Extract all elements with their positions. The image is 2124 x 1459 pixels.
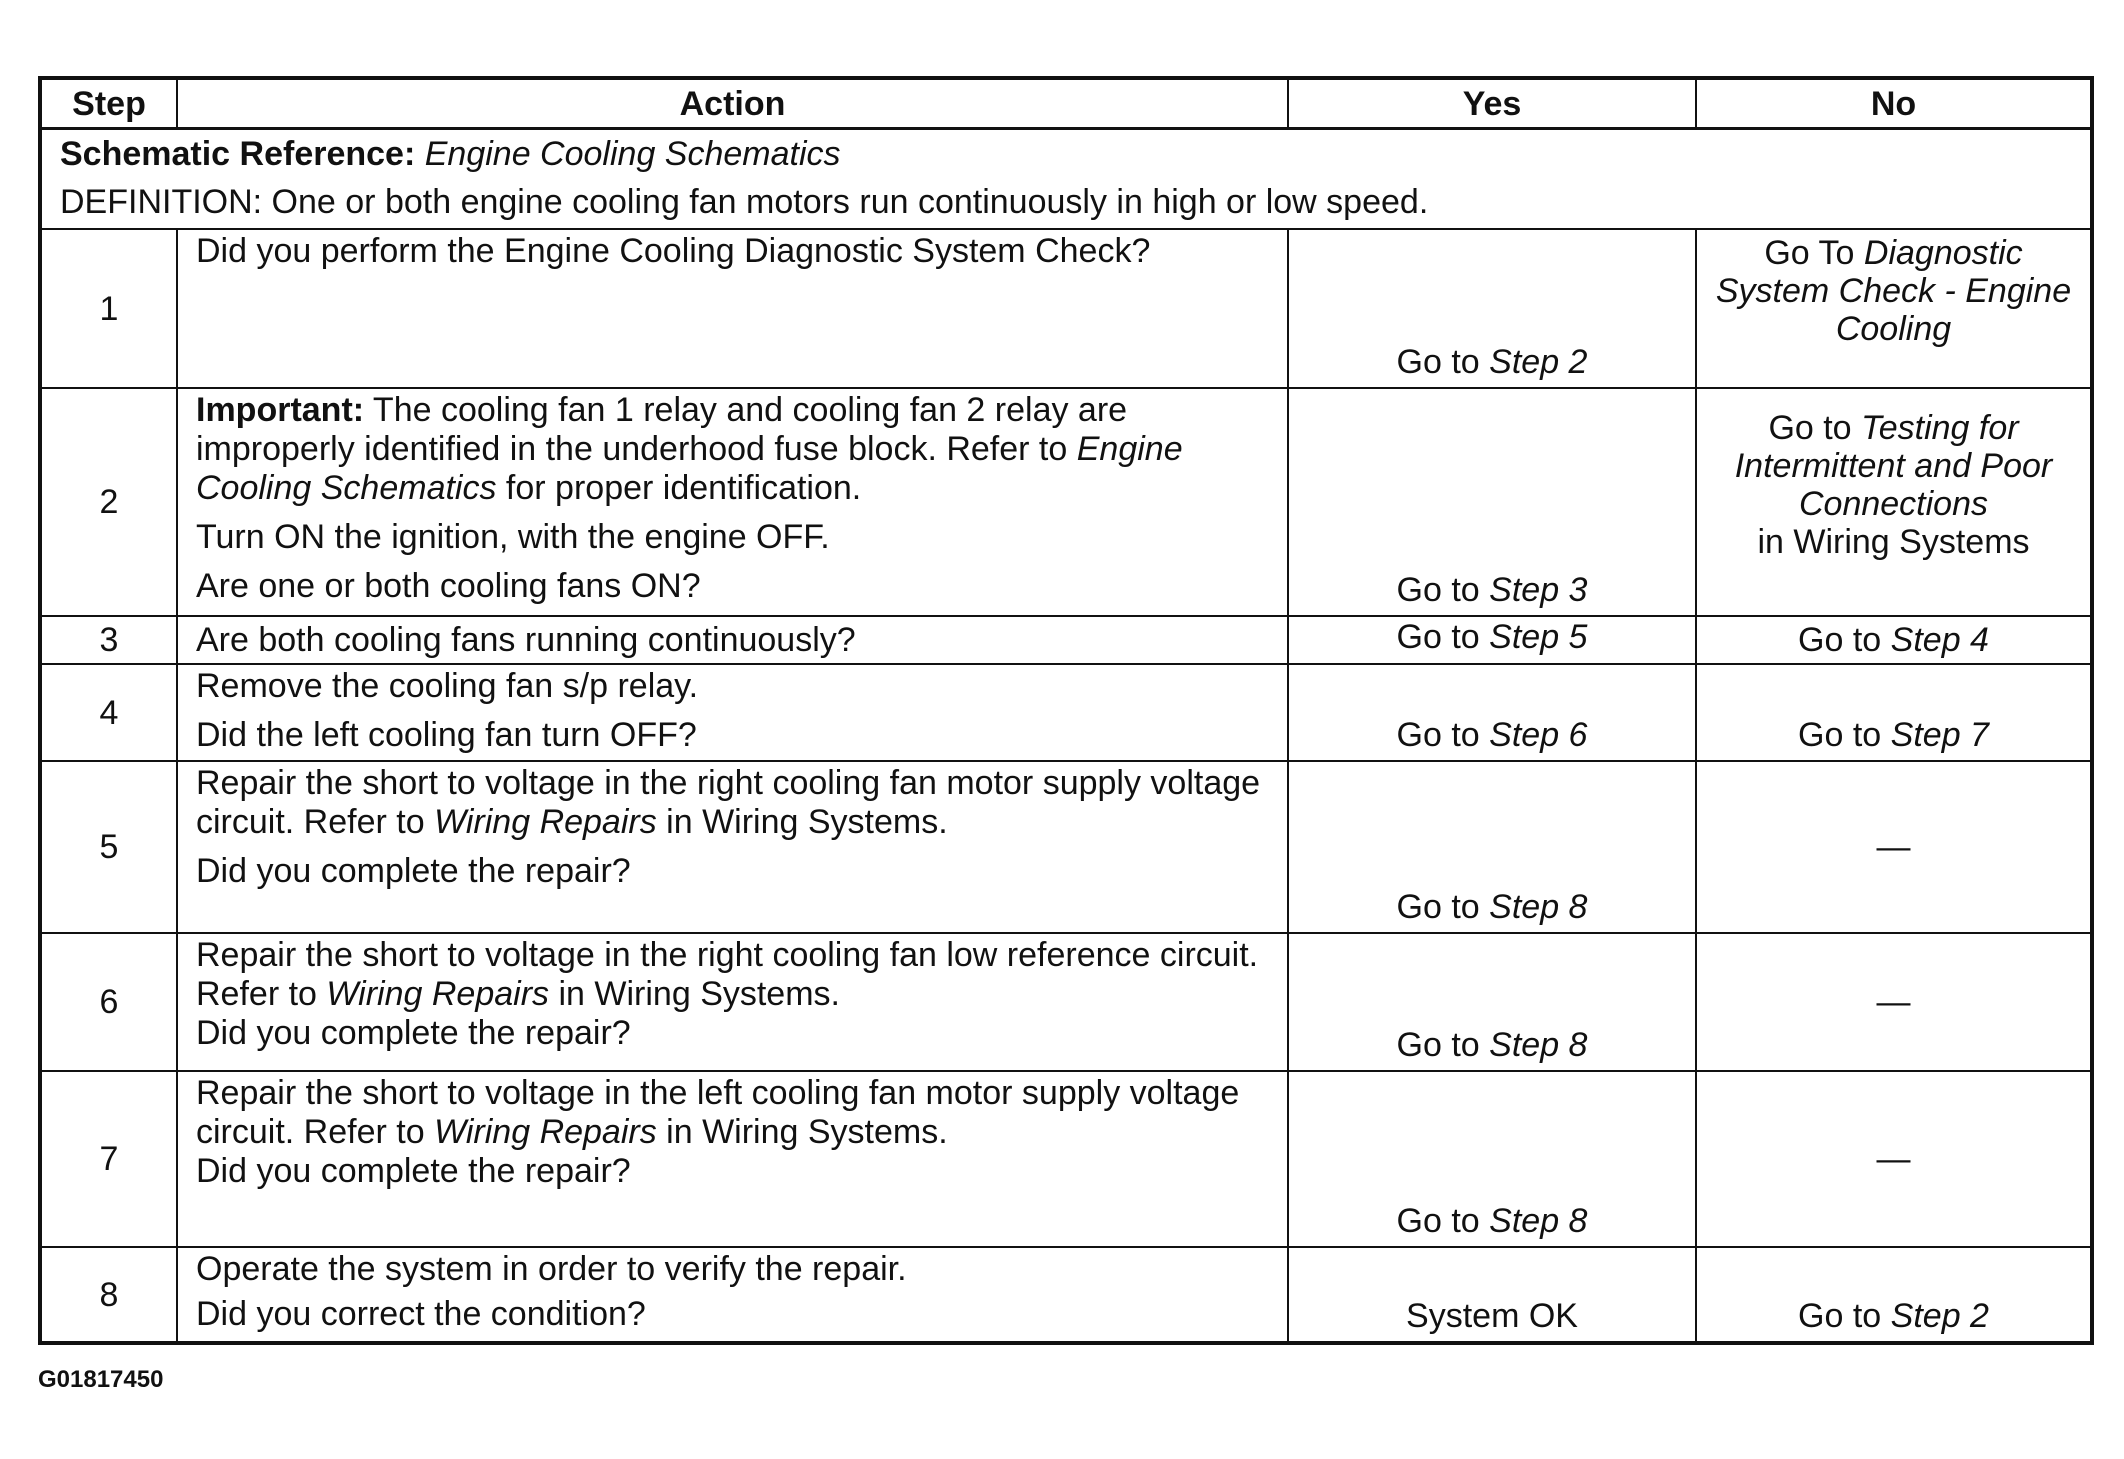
action-cell <box>177 933 1288 1071</box>
header-action: Action <box>177 78 1288 129</box>
step-link[interactable]: Step 7 <box>1890 716 1989 754</box>
important-text: The cooling fan 1 relay and cooling fan 2 relay are improperly identified in the underhood fuse block. Refer to <box>196 391 1128 468</box>
action-text-part: Repair the short to voltage in the right cooling fan motor supply voltage circuit. Refer to <box>196 764 1261 841</box>
action-question: Are both cooling fans running continuously? <box>196 620 856 659</box>
testing-intermittent-link[interactable]: Testing for Intermittent and Poor Connections <box>1734 409 2053 523</box>
go-to-text: Go to <box>1798 1297 1882 1335</box>
action-text-part: in Wiring Systems. <box>656 1113 948 1151</box>
no-cell <box>1696 1247 2092 1343</box>
step-number: 5 <box>40 761 177 933</box>
header-yes: Yes <box>1288 78 1696 129</box>
step-link[interactable]: Step 6 <box>1489 716 1588 754</box>
action-text-part: in Wiring Systems. <box>549 975 840 1013</box>
yes-cell <box>1288 388 1696 616</box>
diagnostic-check-link[interactable]: Diagnostic System Check - Engine Cooling <box>1715 234 2072 348</box>
important-text-end: for proper identification. <box>496 469 862 507</box>
header-no: No <box>1696 78 2092 129</box>
action-text: Remove the cooling fan s/p relay. <box>196 667 699 705</box>
go-to-text: Go to <box>1396 716 1480 754</box>
yes-cell <box>1288 229 1696 388</box>
action-question: Did the left cooling fan turn OFF? <box>196 716 697 754</box>
figure-id: G01817450 <box>38 1366 164 1393</box>
action-text-part: Repair the short to voltage in the right cooling fan low reference circuit. Refer to <box>196 936 1259 1013</box>
diagnostic-table <box>38 76 2094 1345</box>
action-cell <box>177 761 1288 933</box>
step-link[interactable]: Step 2 <box>1489 343 1588 381</box>
important-label: Important: <box>196 391 365 429</box>
action-cell <box>177 616 1288 664</box>
no-cell <box>1696 616 2092 664</box>
go-to-text: Go to <box>1768 409 1852 447</box>
go-to-text: Go To <box>1764 234 1855 272</box>
action-cell <box>177 229 1288 388</box>
action-text-part: in Wiring Systems. <box>656 803 948 841</box>
go-to-text: Go to <box>1396 343 1480 381</box>
table-row-step-7 <box>40 1071 2092 1247</box>
go-to-text: Go to <box>1396 571 1480 609</box>
action-question: Did you correct the condition? <box>196 1295 646 1333</box>
table-row-step-8 <box>40 1247 2092 1343</box>
table-row-step-6 <box>40 933 2092 1071</box>
action-cell <box>177 664 1288 761</box>
schematic-reference-cell <box>40 129 2092 230</box>
important-note <box>196 391 1269 508</box>
no-cell-empty: — <box>1696 933 2092 1071</box>
table-row-step-4 <box>40 664 2092 761</box>
definition-text: DEFINITION: One or both engine cooling fan motors run continuously in high or low speed. <box>60 183 1429 221</box>
go-to-text: Go to <box>1396 888 1480 926</box>
action-text: Did you perform the Engine Cooling Diagnostic System Check? <box>196 232 1151 270</box>
wiring-repairs-link[interactable]: Wiring Repairs <box>434 803 657 841</box>
no-cell-empty: — <box>1696 761 2092 933</box>
step-link[interactable]: Step 8 <box>1489 1202 1588 1240</box>
schematic-reference-link[interactable]: Engine Cooling Schematics <box>424 135 841 173</box>
wiring-systems-text: in Wiring Systems <box>1757 523 2030 561</box>
schematic-reference-label: Schematic Reference: <box>60 135 416 173</box>
action-question: Are one or both cooling fans ON? <box>196 567 701 605</box>
schematic-reference-row <box>40 129 2092 230</box>
step-number: 2 <box>40 388 177 616</box>
table-row-step-2 <box>40 388 2092 616</box>
go-to-text: Go to <box>1396 1026 1480 1064</box>
table-row-step-5 <box>40 761 2092 933</box>
action-cell <box>177 388 1288 616</box>
step-number: 8 <box>40 1247 177 1343</box>
step-link[interactable]: Step 2 <box>1890 1297 1989 1335</box>
wiring-repairs-link[interactable]: Wiring Repairs <box>326 975 550 1013</box>
yes-cell: System OK <box>1288 1247 1696 1343</box>
schematic-reference <box>60 130 2072 178</box>
table-row-step-3 <box>40 616 2092 664</box>
step-number: 1 <box>40 229 177 388</box>
table-row-step-1 <box>40 229 2092 388</box>
yes-cell <box>1288 761 1696 933</box>
go-to-text: Go to <box>1798 621 1882 659</box>
table-header-row <box>40 78 2092 129</box>
yes-cell <box>1288 933 1696 1071</box>
header-step: Step <box>40 78 177 129</box>
yes-cell <box>1288 616 1696 664</box>
step-link[interactable]: Step 3 <box>1489 571 1588 609</box>
step-link[interactable]: Step 4 <box>1890 621 1989 659</box>
wiring-repairs-link[interactable]: Wiring Repairs <box>434 1113 657 1151</box>
step-number: 4 <box>40 664 177 761</box>
action-text <box>196 764 1269 842</box>
step-link[interactable]: Step 8 <box>1489 1026 1588 1064</box>
action-text-part: Repair the short to voltage in the left cooling fan motor supply voltage circuit. Refer to <box>196 1074 1240 1151</box>
go-to-text: Go to <box>1798 716 1882 754</box>
action-cell <box>177 1071 1288 1247</box>
action-question: Did you complete the repair? <box>196 852 631 890</box>
step-number: 3 <box>40 616 177 664</box>
action-text <box>196 936 1269 1014</box>
no-cell <box>1696 664 2092 761</box>
no-cell <box>1696 388 2092 616</box>
yes-cell <box>1288 1071 1696 1247</box>
action-text <box>196 1074 1269 1152</box>
step-number: 6 <box>40 933 177 1071</box>
action-text: Operate the system in order to verify the repair. <box>196 1250 907 1288</box>
action-question: Did you complete the repair? <box>196 1152 631 1190</box>
go-to-text: Go to <box>1396 618 1480 656</box>
no-cell <box>1696 229 2092 388</box>
go-to-text: Go to <box>1396 1202 1480 1240</box>
no-cell-empty: — <box>1696 1071 2092 1247</box>
action-cell <box>177 1247 1288 1343</box>
action-text: Turn ON the ignition, with the engine OFF. <box>196 518 830 556</box>
step-link[interactable]: Step 5 <box>1489 618 1588 656</box>
step-link[interactable]: Step 8 <box>1489 888 1588 926</box>
step-number: 7 <box>40 1071 177 1247</box>
action-question: Did you complete the repair? <box>196 1014 631 1052</box>
engine-cooling-schematics-link[interactable]: Engine Cooling Schematics <box>196 430 1183 507</box>
yes-cell <box>1288 664 1696 761</box>
